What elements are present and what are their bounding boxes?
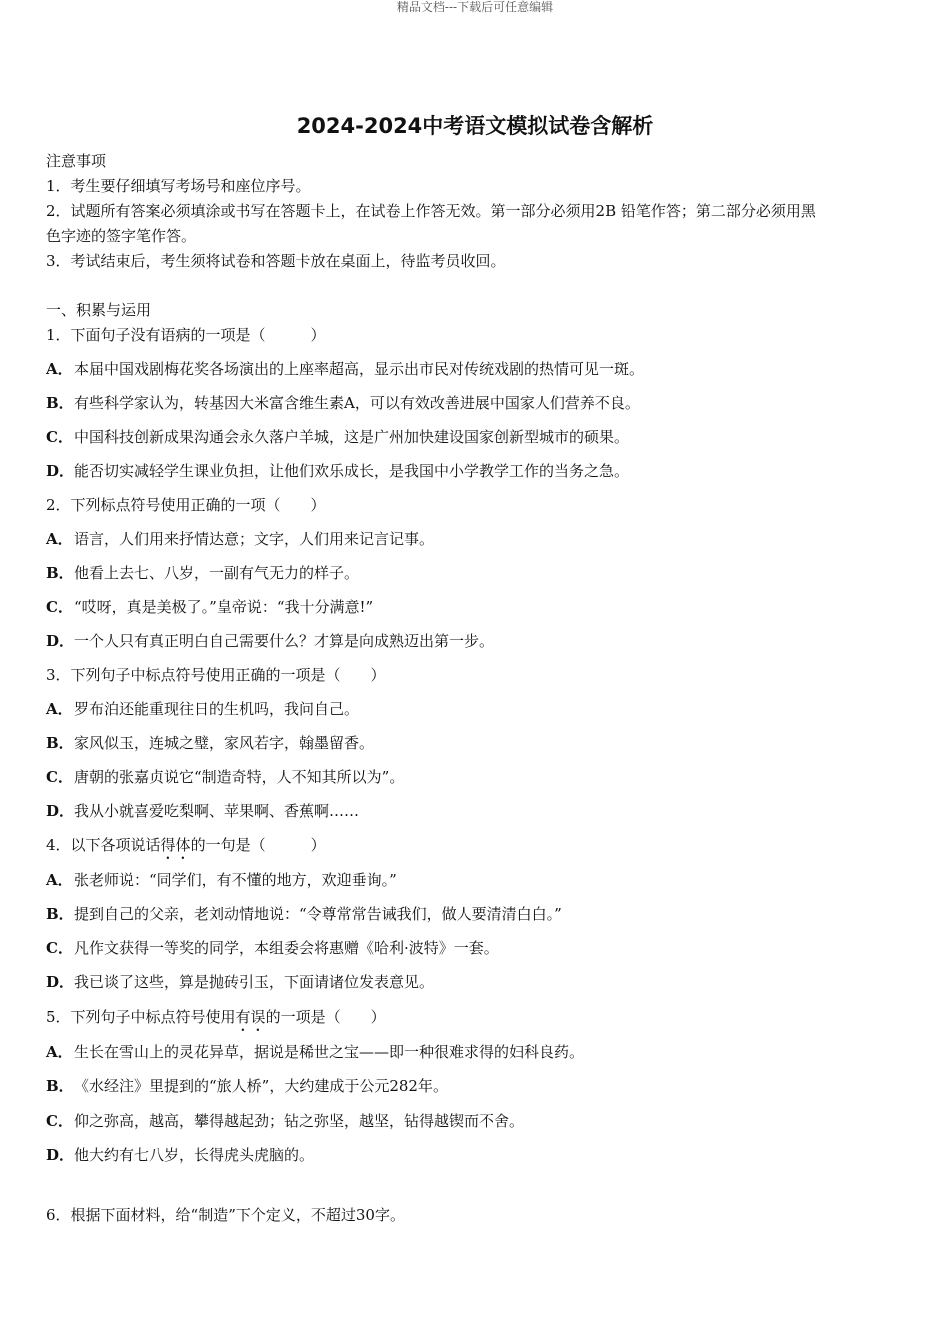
option-row [46, 563, 359, 583]
option-letter: B． [46, 564, 74, 582]
option-text: 他大约有七八岁，长得虎头虎脑的。 [74, 1146, 315, 1164]
option-letter: C． [46, 598, 73, 616]
notice-item: 3．考试结束后，考生须将试卷和答题卡放在桌面上，待监考员收回。 [46, 252, 506, 270]
option-letter: D． [46, 632, 75, 650]
question-stem: 3．下列句子中标点符号使用正确的一项是（ ） [46, 666, 386, 684]
option-text: 提到自己的父亲，老刘动情地说：“令尊常常告诫我们，做人要清清白白。” [74, 905, 562, 923]
option-text: 本届中国戏剧梅花奖各场演出的上座率超高，显示出市民对传统戏剧的热情可见一斑。 [74, 360, 645, 378]
option-text: 仰之弥高，越高，攀得越起劲；钻之弥坚，越坚，钻得越锲而不舍。 [74, 1112, 525, 1130]
option-row [46, 1111, 524, 1131]
option-text: 张老师说：“同学们，有不懂的地方，欢迎垂询。” [74, 871, 397, 889]
stem-text: 的一句是（ ） [190, 836, 326, 854]
section-heading: 一、积累与运用 [46, 301, 152, 319]
option-row [46, 767, 404, 787]
question-stem: 1．下面句子没有语病的一项是（ ） [46, 326, 326, 344]
option-letter: A． [46, 360, 73, 378]
option-letter: B． [46, 905, 74, 923]
option-letter: C． [46, 768, 73, 786]
option-row [46, 1145, 314, 1165]
option-row [46, 938, 499, 958]
option-letter: D． [46, 1146, 75, 1164]
option-row [46, 427, 629, 447]
emphasized-keyword: 有误 [235, 1008, 266, 1026]
option-text: 凡作文获得一等奖的同学，本组委会将惠赠《哈利·波特》一套。 [74, 939, 499, 957]
option-text: 一个人只有真正明白自己需要什么？才算是向成熟迈出第一步。 [74, 632, 495, 650]
question-stem [46, 835, 326, 863]
option-letter: C． [46, 939, 73, 957]
option-text: 家风似玉，连城之璧，家风若字，翰墨留香。 [74, 734, 375, 752]
option-letter: B． [46, 394, 74, 412]
option-letter: A． [46, 1043, 73, 1061]
option-row [46, 801, 359, 821]
option-row [46, 870, 397, 890]
option-row [46, 1042, 584, 1062]
option-row [46, 699, 359, 719]
option-row [46, 359, 644, 379]
option-row [46, 972, 434, 992]
option-text: 语言，人们用来抒情达意；文字，人们用来记言记事。 [74, 530, 435, 548]
option-row [46, 904, 562, 924]
option-row [46, 597, 373, 617]
option-text: 我从小就喜爱吃梨啊、苹果啊、香蕉啊…… [74, 802, 360, 820]
option-letter: A． [46, 700, 73, 718]
option-row [46, 631, 494, 651]
notice-item-continued: 色字迹的签字笔作答。 [46, 227, 197, 245]
option-letter: A． [46, 871, 73, 889]
option-letter: D． [46, 973, 75, 991]
question-stem [46, 1007, 386, 1035]
emphasized-keyword: 得体 [160, 836, 191, 854]
option-text: 我已谈了这些，算是抛砖引玉，下面请诸位发表意见。 [74, 973, 435, 991]
option-letter: B． [46, 734, 74, 752]
option-row [46, 461, 629, 481]
question-stem: 6．根据下面材料，给“制造”下个定义，不超过30字。 [46, 1206, 405, 1224]
option-text: 有些科学家认为，转基因大米富含维生素A，可以有效改善进展中国家人们营养不良。 [74, 394, 640, 412]
document-title: 2024-2024中考语文模拟试卷含解析 [296, 114, 654, 138]
option-letter: D． [46, 802, 75, 820]
notice-heading: 注意事项 [46, 152, 107, 170]
stem-text: 的一项是（ ） [265, 1008, 386, 1026]
option-letter: B． [46, 1077, 74, 1095]
notice-item: 1．考生要仔细填写考场号和座位序号。 [46, 177, 311, 195]
option-text: 唐朝的张嘉贞说它“制造奇特，人不知其所以为”。 [74, 768, 405, 786]
option-letter: D． [46, 462, 75, 480]
option-row [46, 1076, 448, 1096]
option-text: 他看上去七、八岁，一副有气无力的样子。 [74, 564, 360, 582]
option-row [46, 529, 434, 549]
option-text: 中国科技创新成果沟通会永久落户羊城，这是广州加快建设国家创新型城市的硕果。 [74, 428, 630, 446]
stem-text: 5．下列句子中标点符号使用 [46, 1008, 236, 1026]
option-text: 生长在雪山上的灵花异草，据说是稀世之宝——即一种很难求得的妇科良药。 [74, 1043, 585, 1061]
question-stem: 2．下列标点符号使用正确的一项（ ） [46, 496, 326, 514]
stem-text: 4．以下各项说话 [46, 836, 161, 854]
option-row [46, 393, 640, 413]
option-letter: C． [46, 428, 73, 446]
option-letter: A． [46, 530, 73, 548]
option-text: “哎呀，真是美极了。”皇帝说：“我十分满意!” [74, 598, 374, 616]
option-row [46, 733, 374, 753]
option-text: 罗布泊还能重现往日的生机吗，我问自己。 [74, 700, 360, 718]
page-header-note: 精品文档---下载后可任意编辑 [396, 0, 554, 14]
option-letter: C． [46, 1112, 73, 1130]
option-text: 《水经注》里提到的“旅人桥”，大约建成于公元282年。 [74, 1077, 448, 1095]
option-text: 能否切实减轻学生课业负担，让他们欢乐成长，是我国中小学教学工作的当务之急。 [74, 462, 630, 480]
notice-item: 2．试题所有答案必须填涂或书写在答题卡上，在试卷上作答无效。第一部分必须用2B 铅笔作答；第二部分必须用黑 [46, 202, 816, 220]
